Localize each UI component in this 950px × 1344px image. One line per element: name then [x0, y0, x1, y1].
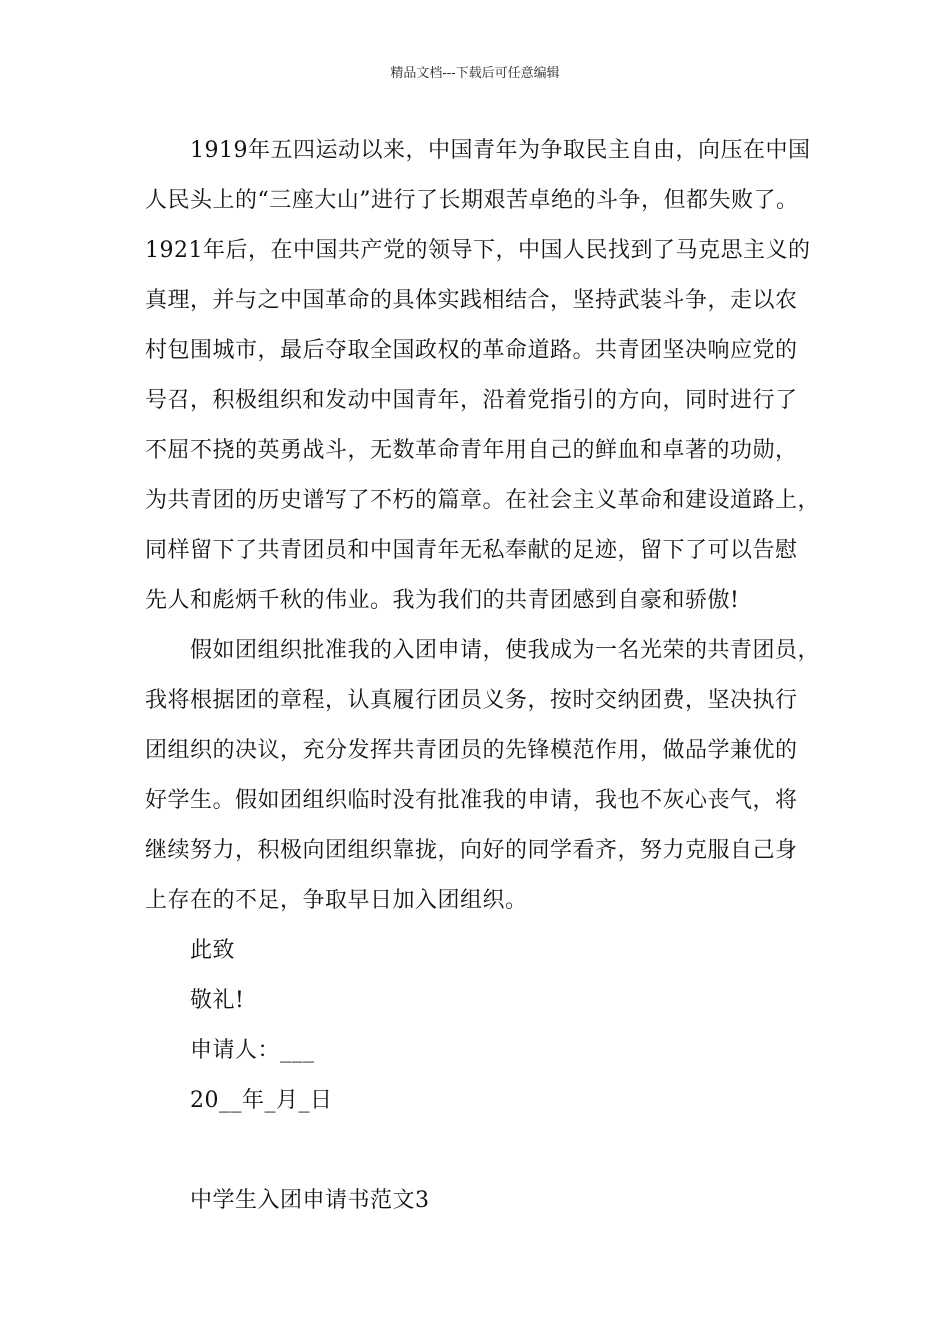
text-line: 团组织的决议，充分发挥共青团员的先锋模范作用，做品学兼优的 — [145, 738, 798, 763]
text-line: 不屈不挠的英勇战斗，无数革命青年用自己的鲜血和卓著的功勋， — [145, 438, 798, 463]
page-header: 精品文档---下载后可任意编辑 — [390, 66, 560, 81]
section-title: 中学生入团申请书范文3 — [190, 1188, 430, 1213]
applicant-signature: 申请人：___ — [190, 1038, 315, 1063]
salutation: 此致 — [190, 938, 236, 963]
text-line: 村包围城市，最后夺取全国政权的革命道路。共青团坚决响应党的 — [145, 338, 798, 363]
text-line: 同样留下了共青团员和中国青年无私奉献的足迹，留下了可以告慰 — [145, 538, 798, 563]
text-line: 假如团组织批准我的入团申请，使我成为一名光荣的共青团员， — [190, 638, 821, 663]
text-line: 人民头上的“三座大山”进行了长期艰苦卓绝的斗争，但都失败了。 — [145, 188, 799, 213]
text-line: 为共青团的历史谱写了不朽的篇章。在社会主义革命和建设道路上， — [145, 488, 821, 513]
text-line: 号召，积极组织和发动中国青年，沿着党指引的方向，同时进行了 — [145, 388, 798, 413]
text-line: 我将根据团的章程，认真履行团员义务，按时交纳团费，坚决执行 — [145, 688, 798, 713]
text-line: 真理，并与之中国革命的具体实践相结合，坚持武装斗争，走以农 — [145, 288, 798, 313]
date-line: 20__年_月_日 — [190, 1088, 333, 1113]
text-line: 1919年五四运动以来，中国青年为争取民主自由，向压在中国 — [190, 138, 811, 163]
text-line: 先人和彪炳千秋的伟业。我为我们的共青团感到自豪和骄傲! — [145, 588, 740, 613]
regards: 敬礼! — [190, 988, 245, 1013]
text-line: 好学生。假如团组织临时没有批准我的申请，我也不灰心丧气，将 — [145, 788, 798, 813]
text-line: 1921年后，在中国共产党的领导下，中国人民找到了马克思主义的 — [145, 238, 811, 263]
text-line: 上存在的不足，争取早日加入团组织。 — [145, 888, 528, 913]
text-line: 继续努力，积极向团组织靠拢，向好的同学看齐，努力克服自己身 — [145, 838, 798, 863]
